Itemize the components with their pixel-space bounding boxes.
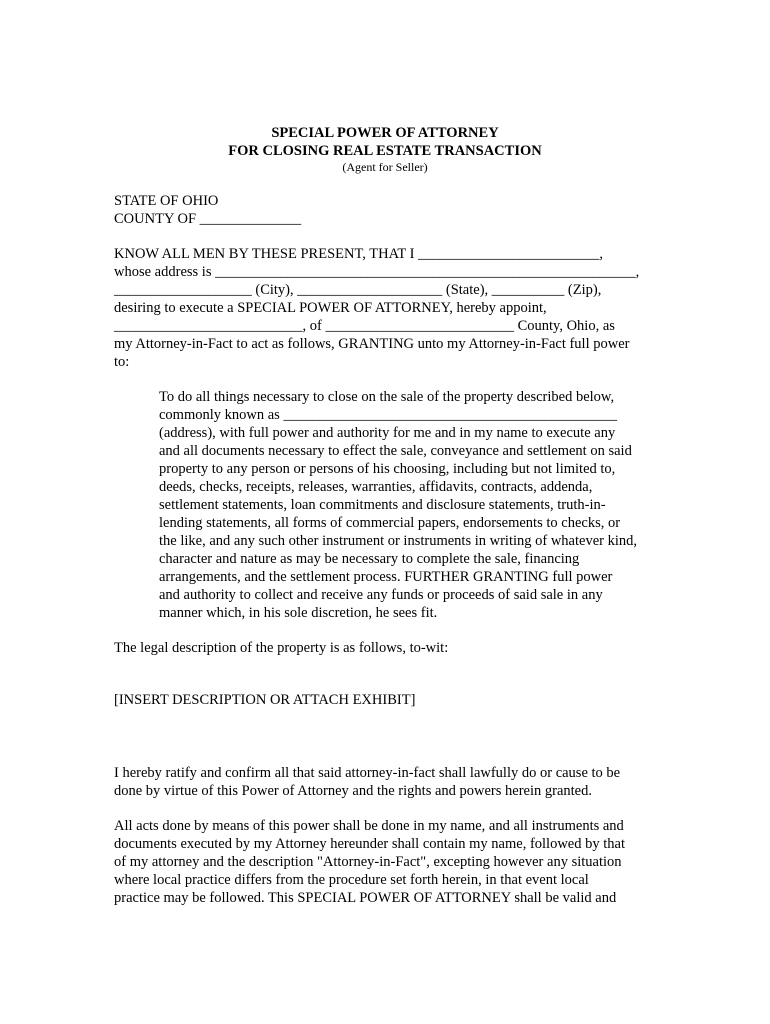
venue-county: COUNTY OF ______________ [114,211,302,227]
intro-line: KNOW ALL MEN BY THESE PRESENT, THAT I _________________________, [114,246,603,262]
document-title-line2: FOR CLOSING REAL ESTATE TRANSACTION [228,143,542,159]
intro-line: to: [114,354,130,370]
powers-line: the like, and any such other instrument or instruments in writing of whatever kind, [159,533,637,549]
powers-line: manner which, in his sole discretion, he sees fit. [159,605,438,621]
intro-line: __________________________, of __________________________ County, Ohio, as [114,318,615,334]
powers-line: (address), with full power and authority for me and in my name to execute any [159,425,616,441]
powers-line: deeds, checks, receipts, releases, warranties, affidavits, contracts, addenda, [159,479,593,495]
powers-line: and authority to collect and receive any funds or proceeds of said sale in any [159,587,603,603]
legal-description-placeholder: [INSERT DESCRIPTION OR ATTACH EXHIBIT] [114,692,416,708]
intro-line: my Attorney-in-Fact to act as follows, GRANTING unto my Attorney-in-Fact full power [114,336,630,352]
ratify-line: done by virtue of this Power of Attorney and the rights and powers herein granted. [114,783,592,799]
intro-line: ___________________ (City), ____________________ (State), __________ (Zip), [114,282,602,298]
powers-line: and all documents necessary to effect the sale, conveyance and settlement on said [159,443,632,459]
acts-line: All acts done by means of this power shall be done in my name, and all instruments and [114,818,624,834]
venue-state: STATE OF OHIO [114,193,219,209]
acts-line: practice may be followed. This SPECIAL POWER OF ATTORNEY shall be valid and [114,890,617,906]
powers-line: character and nature as may be necessary to complete the sale, financing [159,551,580,567]
document-subtitle: (Agent for Seller) [342,160,428,174]
powers-line: property to any person or persons of his choosing, including but not limited to, [159,461,616,477]
intro-line: desiring to execute a SPECIAL POWER OF ATTORNEY, hereby appoint, [114,300,547,316]
powers-line: To do all things necessary to close on the sale of the property described below, [159,389,615,405]
powers-line: settlement statements, loan commitments and disclosure statements, truth-in- [159,497,606,513]
powers-line: commonly known as ______________________________________________ [159,407,617,423]
acts-line: documents executed by my Attorney hereunder shall contain my name, followed by that [114,836,625,852]
legal-description-intro: The legal description of the property is as follows, to-wit: [114,640,449,656]
intro-line: whose address is __________________________________________________________, [114,264,640,280]
ratify-line: I hereby ratify and confirm all that said attorney-in-fact shall lawfully do or cause to be [114,765,621,781]
acts-line: of my attorney and the description "Attorney-in-Fact", excepting however any situation [114,854,622,870]
acts-line: where local practice differs from the procedure set forth herein, in that event local [114,872,589,888]
powers-line: arrangements, and the settlement process. FURTHER GRANTING full power [159,569,613,585]
document-title-line1: SPECIAL POWER OF ATTORNEY [271,125,499,141]
powers-line: lending statements, all forms of commercial papers, endorsements to checks, or [159,515,621,531]
